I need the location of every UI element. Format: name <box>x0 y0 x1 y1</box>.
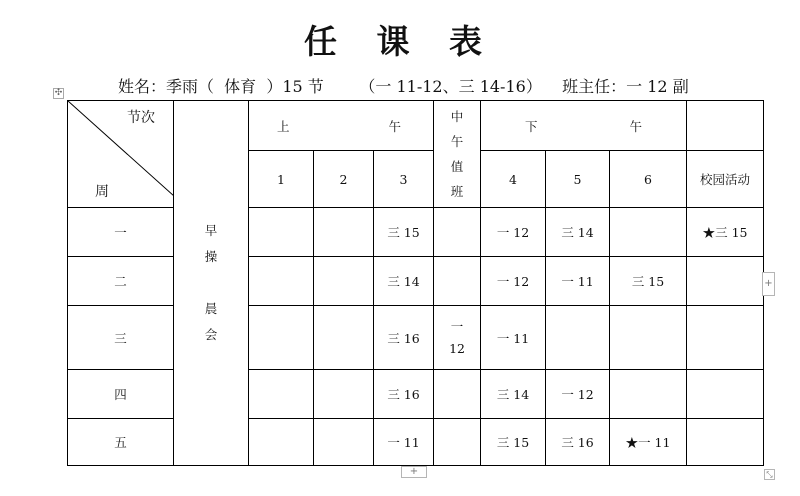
schedule-table <box>67 100 764 466</box>
schedule-cell[interactable]: ★一 11 <box>610 419 687 466</box>
table-row <box>68 419 764 466</box>
schedule-cell[interactable] <box>249 370 314 419</box>
empty-header-cell[interactable] <box>687 101 764 151</box>
add-row-plus-icon[interactable]: + <box>401 466 427 478</box>
table-move-handle-icon[interactable]: ✣ <box>54 88 63 98</box>
schedule-cell[interactable]: 一 12 <box>481 257 546 306</box>
morning-block-char: 操 <box>204 249 218 264</box>
noon-duty-char: 值 <box>450 159 464 174</box>
period-header-6[interactable]: 6 <box>610 151 687 208</box>
period-header-3[interactable]: 3 <box>374 151 434 208</box>
schedule-cell[interactable]: 三 15 <box>481 419 546 466</box>
pm-label-right: 午 <box>629 118 643 134</box>
morning-block-char: 晨 <box>204 301 218 316</box>
corner-diagonal-line <box>68 101 174 208</box>
morning-block-char: 早 <box>204 223 218 238</box>
period-header-1[interactable]: 1 <box>249 151 314 208</box>
schedule-cell[interactable]: 一 11 <box>546 257 610 306</box>
noon-duty-grade: 一 <box>450 318 464 334</box>
table-row <box>68 257 764 306</box>
campus-activity-header[interactable]: 校园活动 <box>687 151 764 208</box>
activity-cell[interactable] <box>687 370 764 419</box>
schedule-cell[interactable] <box>314 419 374 466</box>
activity-cell[interactable] <box>687 306 764 370</box>
corner-label-period: 节次 <box>127 110 155 126</box>
period-header-2[interactable]: 2 <box>314 151 374 208</box>
table-row <box>68 306 764 370</box>
noon-duty-char: 午 <box>450 134 464 149</box>
am-label-left: 上 <box>277 118 290 134</box>
noon-duty-cell[interactable] <box>434 370 481 419</box>
schedule-cell[interactable] <box>314 370 374 419</box>
schedule-cell[interactable]: 三 16 <box>546 419 610 466</box>
schedule-cell[interactable] <box>249 208 314 257</box>
schedule-cell[interactable]: 一 11 <box>481 306 546 370</box>
morning-block-char <box>174 270 248 296</box>
schedule-cell[interactable]: 三 15 <box>610 257 687 306</box>
period-header-5[interactable]: 5 <box>546 151 610 208</box>
schedule-cell[interactable] <box>610 208 687 257</box>
morning-exercise-cell[interactable] <box>174 101 249 466</box>
schedule-cell[interactable]: 三 16 <box>374 370 434 419</box>
schedule-cell[interactable] <box>314 257 374 306</box>
morning-block-char: 会 <box>204 327 218 342</box>
table-resize-icon[interactable]: ⤡ <box>764 469 775 480</box>
noon-duty-cell[interactable] <box>434 419 481 466</box>
noon-duty-header[interactable] <box>434 101 481 208</box>
noon-duty-cell[interactable] <box>434 257 481 306</box>
schedule-cell[interactable] <box>249 257 314 306</box>
corner-header-cell[interactable] <box>68 101 174 208</box>
schedule-cell[interactable] <box>249 419 314 466</box>
schedule-cell[interactable] <box>314 306 374 370</box>
table-row <box>68 208 764 257</box>
pm-label-left: 下 <box>525 118 538 134</box>
activity-cell[interactable] <box>687 257 764 306</box>
weekday-cell[interactable]: 一 <box>68 208 174 257</box>
document-title: 任 课 表 <box>304 22 496 61</box>
schedule-cell[interactable]: 三 14 <box>374 257 434 306</box>
corner-label-weekday: 周 <box>95 184 109 200</box>
schedule-cell[interactable] <box>314 208 374 257</box>
noon-duty-class: 12 <box>449 340 465 356</box>
schedule-cell[interactable]: 三 14 <box>481 370 546 419</box>
noon-duty-char: 班 <box>450 184 464 199</box>
morning-section-header[interactable] <box>249 101 434 151</box>
period-header-4[interactable]: 4 <box>481 151 546 208</box>
weekday-cell[interactable]: 五 <box>68 419 174 466</box>
schedule-cell[interactable] <box>610 370 687 419</box>
teacher-info-line: 姓名：季雨（ 体育 ）15 节 （一 11-12、三 14-16） 班主任：一 12 副 <box>118 77 689 96</box>
schedule-cell[interactable]: 三 16 <box>374 306 434 370</box>
noon-duty-cell[interactable] <box>434 306 481 370</box>
schedule-cell[interactable]: 一 12 <box>546 370 610 419</box>
noon-duty-cell[interactable] <box>434 208 481 257</box>
am-label-right: 午 <box>388 118 402 134</box>
schedule-cell[interactable] <box>610 306 687 370</box>
schedule-cell[interactable]: 三 14 <box>546 208 610 257</box>
schedule-cell[interactable]: 三 15 <box>374 208 434 257</box>
weekday-cell[interactable]: 三 <box>68 306 174 370</box>
table-row <box>68 370 764 419</box>
schedule-cell[interactable] <box>546 306 610 370</box>
activity-cell[interactable] <box>687 419 764 466</box>
schedule-cell[interactable]: 一 12 <box>481 208 546 257</box>
schedule-cell[interactable]: 一 11 <box>374 419 434 466</box>
add-column-plus-icon[interactable]: + <box>762 272 775 296</box>
noon-duty-char: 中 <box>450 109 464 124</box>
activity-cell[interactable]: ★三 15 <box>687 208 764 257</box>
schedule-cell[interactable] <box>249 306 314 370</box>
afternoon-section-header[interactable] <box>481 101 687 151</box>
weekday-cell[interactable]: 二 <box>68 257 174 306</box>
weekday-cell[interactable]: 四 <box>68 370 174 419</box>
